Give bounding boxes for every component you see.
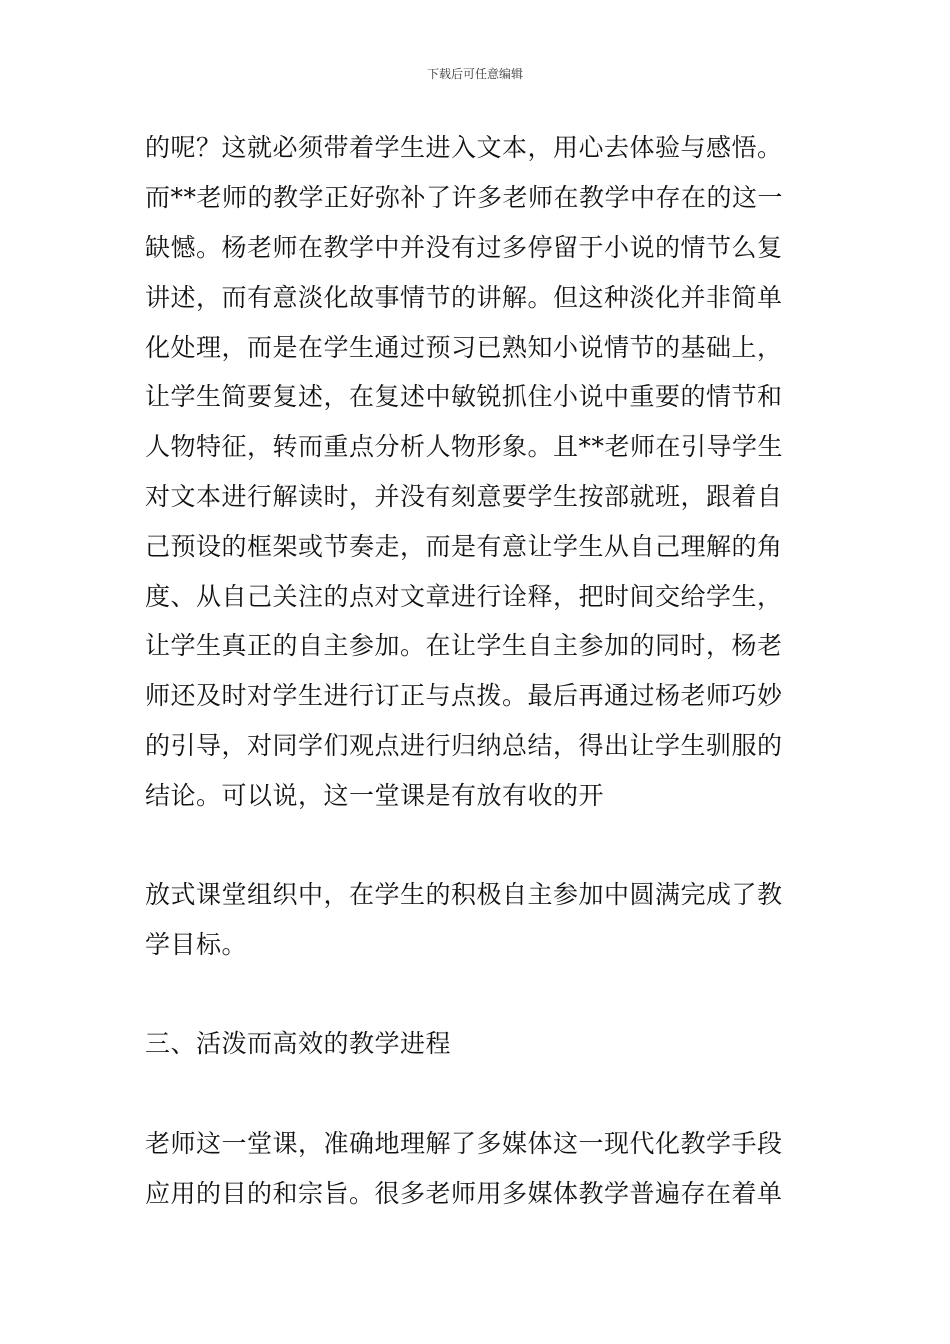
text-line: 人物特征，转而重点分析人物形象。且**老师在引导学生 (145, 432, 784, 461)
text-line: 让学生简要复述，在复述中敏锐抓住小说中重要的情节和 (145, 382, 783, 411)
text-line: 应用的目的和宗旨。很多老师用多媒体教学普遍存在着单 (145, 1179, 783, 1208)
text-line: 老师这一堂课，准确地理解了多媒体这一现代化教学手段 (145, 1129, 783, 1158)
text-line: 的呢？这就必须带着学生进入文本，用心去体验与感悟。 (145, 133, 783, 162)
text-line: 缺憾。杨老师在教学中并没有过多停留于小说的情节么复 (145, 233, 783, 262)
text-line: 结论。可以说，这一堂课是有放有收的开 (145, 781, 605, 810)
text-line: 而**老师的教学正好弥补了许多老师在教学中存在的这一 (145, 183, 784, 212)
text-line: 学目标。 (145, 930, 248, 959)
text-line: 对文本进行解读时，并没有刻意要学生按部就班，跟着自 (145, 482, 783, 511)
text-line: 放式课堂组织中，在学生的积极自主参加中圆满完成了教 (145, 880, 783, 909)
section-heading: 三、活泼而高效的教学进程 (145, 1029, 452, 1058)
text-line: 己预设的框架或节奏走，而是有意让学生从自己理解的角 (145, 532, 783, 561)
text-line: 的引导，对同学们观点进行归纳总结，得出让学生驯服的 (145, 731, 783, 760)
text-line: 化处理，而是在学生通过预习已熟知小说情节的基础上， (145, 333, 783, 362)
text-line: 让学生真正的自主参加。在让学生自主参加的同时，杨老 (145, 631, 783, 660)
text-line: 讲述，而有意淡化故事情节的讲解。但这种淡化并非简单 (145, 283, 783, 312)
text-line: 度、从自己关注的点对文章进行诠释，把时间交给学生， (145, 582, 783, 611)
text-line: 师还及时对学生进行订正与点拨。最后再通过杨老师巧妙 (145, 681, 783, 710)
page-header: 下载后可任意编辑 (426, 67, 523, 81)
